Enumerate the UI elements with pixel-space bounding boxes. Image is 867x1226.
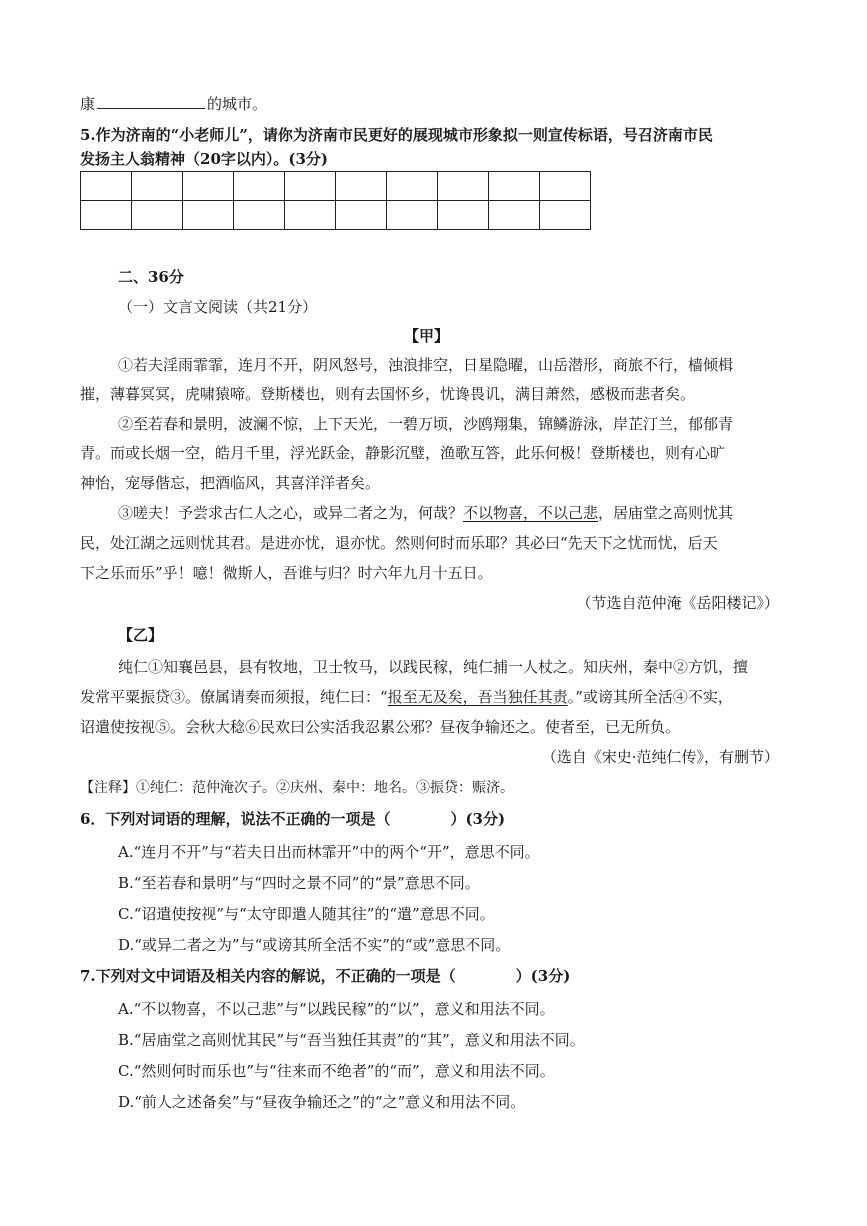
grid-cell[interactable]: [81, 172, 132, 201]
q4-prefix: 康: [80, 95, 96, 113]
q6-stem-text: 6．下列对词语的理解，说法不正确的一项是（: [80, 810, 391, 828]
q4-suffix: 的城市。: [207, 95, 268, 113]
jia-p3-text-a: ③嗟夫！予尝求古仁人之心，或异二者之为，何哉？: [118, 504, 464, 522]
grid-cell[interactable]: [285, 201, 336, 230]
q7-stem: [80, 965, 570, 986]
grid-cell[interactable]: [183, 172, 234, 201]
grid-cell[interactable]: [489, 172, 540, 201]
jia-p2-line3: 神怡，宠辱偕忘，把酒临风，其喜洋洋者矣。: [80, 474, 381, 492]
jia-p2-line1: ②至若春和景明，波澜不惊，上下天光，一碧万顷，沙鸥翔集，锦鳞游泳，岸芷汀兰，郁郁青: [118, 415, 734, 433]
grid-row: [81, 172, 591, 201]
q7-option-d: D.“前人之述备矣”与“昼夜争输还之”的“之”意义和用法不同。: [118, 1093, 526, 1111]
grid-cell[interactable]: [234, 201, 285, 230]
jia-p3-text-b: ，居庙堂之高则忧其: [598, 504, 734, 522]
yi-line2: [80, 686, 733, 707]
underlined-sentence: 不以物喜，不以己悲: [463, 504, 599, 522]
q5-stem-line1: 5.作为济南的“小老师儿”，请你为济南市民更好的展现城市形象拟一则宣传标语，号召济南市民: [80, 126, 713, 144]
grid-cell[interactable]: [540, 172, 591, 201]
answer-blank[interactable]: [97, 94, 205, 109]
grid-cell[interactable]: [540, 201, 591, 230]
q6-stem: [80, 808, 505, 829]
jia-p3-line1: [118, 502, 733, 523]
jia-source: （节选自范仲淹《岳阳楼记》）: [576, 594, 779, 612]
grid-cell[interactable]: [336, 201, 387, 230]
grid-row: [81, 201, 591, 230]
grid-cell[interactable]: [438, 201, 489, 230]
section-subtitle: （一）文言文阅读（共21分）: [118, 298, 318, 316]
yi-line3: 诏遣使按视⑤。会秋大稔⑥民欢曰公实活我忍累公邪？昼夜争输还之。使者至，已无所负。: [80, 718, 681, 736]
grid-cell[interactable]: [183, 201, 234, 230]
q4-continuation: [80, 93, 267, 114]
q7-score: ）(3分): [515, 967, 571, 985]
grid-cell[interactable]: [336, 172, 387, 201]
yi-source: （选自《宋史·范纯仁传》，有删节）: [541, 748, 779, 766]
jia-p3-line2: 民，处江湖之远则忧其君。是进亦忧，退亦忧。然则何时而乐耶？其必曰“先天下之忧而忧，后天: [80, 534, 718, 552]
grid-cell[interactable]: [234, 172, 285, 201]
q6-option-b: B.“至若春和景明”与“四时之景不同”的“景”意思不同。: [118, 874, 480, 892]
q6-option-c: C.“诏遣使按视”与“太守即遣人随其往”的“遣”意思不同。: [118, 905, 495, 923]
grid-cell[interactable]: [132, 201, 183, 230]
q6-option-d: D.“或异二者之为”与“或谤其所全活不实”的“或”意思不同。: [118, 936, 511, 954]
jia-p1-line2: 摧，薄暮冥冥，虎啸猿啼。登斯楼也，则有去国怀乡，忧谗畏讥，满目萧然，感极而悲者矣。: [80, 385, 696, 403]
annotations: 【注释】①纯仁：范仲淹次子。②庆州、秦中：地名。③振贷：赈济。: [80, 780, 514, 796]
grid-cell[interactable]: [489, 201, 540, 230]
q7-option-a: A.“不以物喜，不以己悲”与“以践民稼”的“以”，意义和用法不同。: [118, 1000, 555, 1018]
passage-yi-label: 【乙】: [118, 626, 164, 644]
q6-score: ）(3分): [450, 810, 506, 828]
grid-cell[interactable]: [438, 172, 489, 201]
section-title: 二、36分: [118, 268, 184, 286]
grid-cell[interactable]: [285, 172, 336, 201]
passage-jia-label: 【甲】: [404, 327, 450, 345]
q6-option-a: A.“连月不开”与“若夫日出而林霏开”中的两个“开”，意思不同。: [118, 843, 540, 861]
jia-p1-line1: ①若夫淫雨霏霏，连月不开，阴风怒号，浊浪排空，日星隐曜，山岳潜形，商旅不行，樯倾楫: [118, 356, 734, 374]
q7-stem-text: 7.下列对文中词语及相关内容的解说，不正确的一项是（: [80, 967, 456, 985]
yi-line2-text-b: 。”或谤其所全活④不实，: [567, 688, 733, 706]
jia-p2-line2: 青。而或长烟一空，皓月千里，浮光跃金，静影沉璧，渔歌互答，此乐何极！登斯楼也，则有心旷: [80, 444, 726, 462]
q7-option-b: B.“居庙堂之高则忧其民”与“吾当独任其责”的“其”，意义和用法不同。: [118, 1031, 585, 1049]
jia-p3-line3: 下之乐而乐”乎！噫！微斯人，吾谁与归？时六年九月十五日。: [80, 564, 493, 582]
grid-cell[interactable]: [81, 201, 132, 230]
underlined-sentence: 报至无及矣，吾当独任其责: [387, 688, 568, 706]
yi-line1: 纯仁①知襄邑县，县有牧地，卫士牧马，以践民稼，纯仁捕一人杖之。知庆州，秦中②方饥，擅: [118, 658, 749, 676]
grid-cell[interactable]: [132, 172, 183, 201]
yi-line2-text-a: 发常平粟振贷③。僚属请奏而须报，纯仁曰：“: [80, 688, 388, 706]
answer-grid: [80, 171, 591, 230]
grid-cell[interactable]: [387, 172, 438, 201]
grid-cell[interactable]: [387, 201, 438, 230]
q7-option-c: C.“然则何时而乐也”与“往来而不绝者”的“而”，意义和用法不同。: [118, 1062, 555, 1080]
q5-stem-line2: 发扬主人翁精神（20字以内）。(3分): [80, 150, 329, 168]
